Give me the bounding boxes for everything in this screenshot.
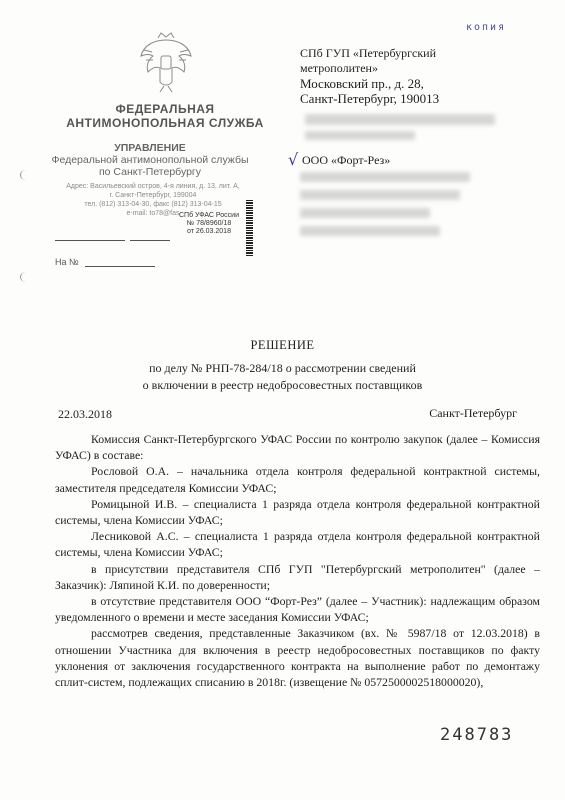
dept-line-1: УПРАВЛЕНИЕ [114,142,186,154]
redacted-block [300,172,470,182]
redacted-block [305,131,415,140]
reg-stamp-line-1: СПб УФАС России [178,212,239,219]
redacted-block [300,208,430,218]
registration-stamp [168,212,250,236]
outgoing-date-line [130,240,170,241]
address-line-3: тел. (812) 313-04-30, факс (812) 313-04-15 [84,201,222,208]
recipient-metro-line-3: Московский пр., д. 28, [300,76,424,91]
redacted-block [305,114,495,125]
copy-stamp: копия [466,22,507,33]
recipient-metro-line-1: СПб ГУП «Петербургский [300,46,437,60]
paragraph: в присутствии представителя СПб ГУП "Петербургский метрополитен" (далее – Заказчик): Ляпиной К.И. по доверенности; [55,561,540,592]
address-line-2: г. Санкт-Петербург, 199004 [109,192,197,199]
decision-body [55,431,540,690]
paragraph: в отсутствие представителя ООО “Форт-Рез” (далее – Участник): надлежащим образом уведомленного о времени и месте заседания Комиссии УФАС; [55,594,540,625]
subtitle-line-1: по делу № РНП-78-284/18 о рассмотрении сведений [149,361,416,375]
recipient-metro [300,46,500,106]
dept-line-3: по Санкт-Петербургу [98,166,202,178]
reg-stamp-line-3: от 26.03.2018 [187,228,231,235]
decision-date: 22.03.2018 [58,407,112,421]
reference-number-label: На № [55,257,79,267]
paragraph: рассмотрев сведения, представленные Заказчиком (вх. № 5987/18 от 12.03.2018) в отношении Участника для включения в реестр недобросовестных поставщиков по факту уклонения от заключения государственного контракта на выполнение работ по демонтажу сплит-систем, подлежащих списанию в 2018г. (извещение № 0572500002518000020), [55,626,540,690]
redacted-block [300,226,440,236]
check-mark: √ [288,150,299,169]
dept-line-2: Федеральной антимонопольной службы [51,154,249,166]
sender-organization [60,102,270,130]
subtitle-line-2: о включении в реестр недобросовестных поставщиков [142,378,423,392]
outgoing-number-line [55,240,125,241]
recipient-company: ООО «Форт-Рез» [302,153,391,167]
margin-mark [20,272,31,282]
address-line-1: Адрес: Васильевский остров, 4-я линия, д. 13, лит. А, [66,183,240,190]
redacted-block [300,190,460,200]
recipient-metro-line-2: метрополитен» [300,61,378,75]
margin-mark [20,170,31,180]
paragraph: Лесниковой А.С. – специалиста 1 разряда отдела контроля федеральной контрактной системы, члена Комиссии УФАС; [55,529,540,560]
document-subtitle [0,360,565,394]
org-line-1: ФЕДЕРАЛЬНАЯ [115,102,215,116]
org-line-2: АНТИМОНОПОЛЬНАЯ СЛУЖБА [66,116,264,130]
document-number: 248783 [440,725,514,745]
barcode [246,200,253,256]
reg-stamp-line-2: № 78/8960/18 [186,220,232,227]
paragraph: Ромицыной И.В. – специалиста 1 разряда отдела контроля федеральной контрактной системы, члена Комиссии УФАС; [55,496,540,528]
sender-department [50,142,250,178]
recipient-metro-line-4: Санкт-Петербург, 190013 [300,91,440,106]
document-title: РЕШЕНИЕ [250,338,315,352]
paragraph: Комиссия Санкт-Петербургского УФАС России по контролю закупок (далее – Комиссия УФАС) в составе: [55,432,540,463]
coat-of-arms-emblem [138,30,194,94]
paragraph: Рословой О.А. – начальника отдела контроля федеральной контрактной системы, заместителя председателя Комиссии УФАС; [55,464,540,495]
reference-number-line [85,266,155,267]
decision-city: Санкт-Петербург [429,406,517,420]
address-line-4: e-mail: to78@fas [126,210,180,217]
